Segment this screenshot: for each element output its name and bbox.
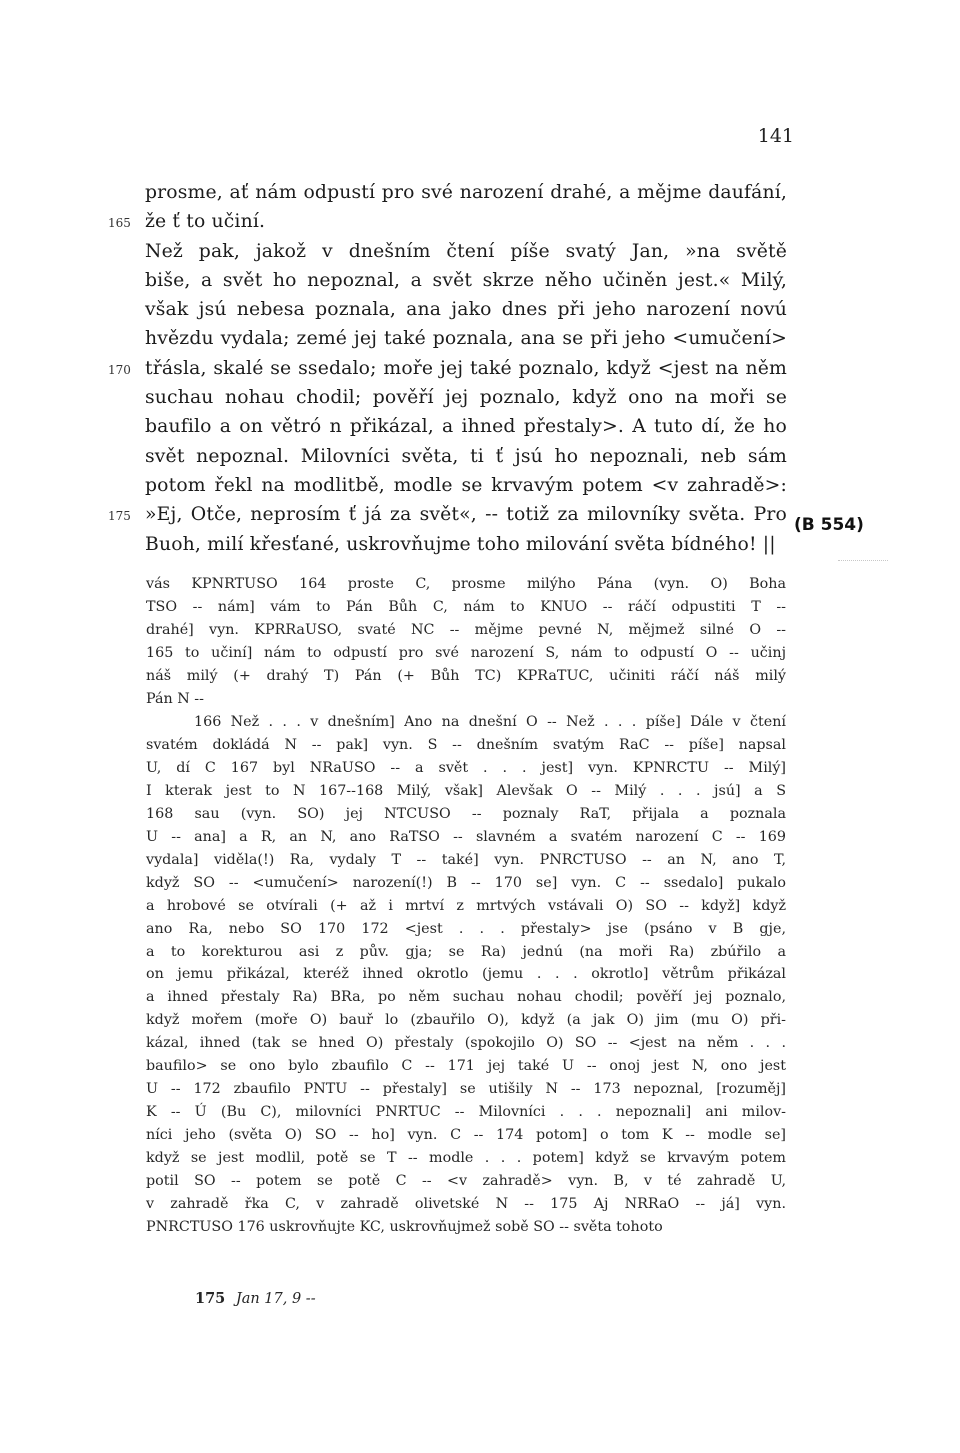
- main-text: [0, 178, 960, 559]
- apparatus-line: vás KPNRTUSO 164 proste C, prosme milýho Pána (vyn. O) Boha: [146, 576, 786, 592]
- apparatus-line: Pán N --: [146, 690, 204, 707]
- text-line: [0, 295, 960, 324]
- line-text: potom řekl na modlitbě, modle se krvavým potem <v zahradě>:: [145, 474, 787, 496]
- line-text: biše, a svět ho nepoznal, a svět skrze něho učiněn jest.« Milý,: [145, 269, 787, 291]
- line-text: baufilo a on větró n přikázal, a ihned přestaly>. A tuto dí, že ho: [145, 416, 787, 438]
- apparatus-line: TSO -- nám] vám to Pán Bůh C, nám to KNUO -- ráčí odpustiti T --: [146, 598, 786, 615]
- apparatus-line: baufilo> se ono bylo zbaufilo C -- 171 jej také U -- onoj jest N, ono jest: [146, 1058, 786, 1075]
- apparatus-line: potil SO -- potem se potě C -- <v zahradě> vyn. B, v té zahradě U,: [146, 1173, 786, 1190]
- line-text: však jsú nebesa poznala, ana jako dnes při jeho narození novú: [145, 299, 787, 321]
- text-line: [0, 178, 960, 207]
- line-text: Než pak, jakož v dnešním čtení píše svatý Jan, »na světě: [145, 240, 787, 262]
- apparatus-line: níci jeho (světa O) SO -- ho] vyn. C -- 174 potom] o tom K -- modle se]: [146, 1127, 786, 1144]
- line-number: 175: [108, 509, 131, 524]
- line-text: Buoh, milí křesťané, uskrovňujme toho milování světa bídného! ||: [145, 533, 776, 555]
- apparatus-line: a to korekturou asi z pův. gja; se Ra) jednú (na moři Ra) zbúřilo a: [146, 943, 786, 960]
- page-number: 141: [757, 125, 794, 147]
- text-line: [0, 207, 960, 236]
- text-line: [0, 471, 960, 500]
- footnote: [195, 1288, 316, 1310]
- line-number: 165: [108, 216, 131, 231]
- footnote-reference: Jan 17, 9 --: [235, 1291, 316, 1307]
- text-line: [0, 412, 960, 441]
- apparatus-line: když mořem (moře O) bauř lo (zbauřilo O), když (a jak O) jim (mu O) při-: [146, 1012, 786, 1029]
- apparatus-line: drahé] vyn. KPRRaUSO, svaté NC -- mějme pevné N, mějmež silné O --: [146, 621, 786, 638]
- apparatus-line: U -- 172 zbaufilo PNTU -- přestaly] se utišily N -- 173 nepoznal, [rozuměj]: [146, 1081, 786, 1098]
- apparatus-line: 168 sau (vyn. SO) jej NTCUSO -- poznaly RaT, přijala a poznala: [146, 805, 786, 822]
- line-text: »Ej, Otče, neprosím ť já za svět«, -- totiž za milovníky světa. Pro: [145, 504, 787, 526]
- apparatus-line: a ihned přestaly Ra) BRa, po něm suchau nohau chodil; pověří jej poznalo,: [146, 989, 786, 1006]
- apparatus-line: I kterak jest to N 167--168 Milý, však] Alevšak O -- Milý . . . jsú] a S: [146, 782, 786, 799]
- text-line: [0, 354, 960, 383]
- text-line: [0, 383, 960, 412]
- apparatus-line: U -- ana] a R, an N, ano RaTSO -- slavném a svatém narození C -- 169: [146, 828, 786, 845]
- apparatus-line: PNRCTUSO 176 uskrovňujte KC, uskrovňujmež sobě SO -- světa tohoto: [146, 1219, 663, 1236]
- apparatus-line: K -- Ú (Bu C), milovníci PNRTUC -- Milovníci . . . nepoznali] ani milov-: [146, 1104, 786, 1121]
- line-text: prosme, ať nám odpustí pro své narození drahé, a mějme daufání,: [145, 182, 787, 203]
- apparatus-line: a hrobové se otvírali (+ až i mrtví z mrtvých vstávali O) SO -- když] když: [146, 897, 786, 914]
- apparatus-line: svatém dokládá N -- pak] vyn. S -- dnešním svatým RaC -- píše] napsal: [146, 736, 786, 753]
- critical-apparatus: [146, 573, 786, 1239]
- line-text: svět nepoznal. Milovníci světa, ti ť jsú ho nepoznali, neb sám: [145, 445, 787, 467]
- line-number: 170: [108, 362, 131, 377]
- line-text: hvězdu vydala; zemé jej také poznala, ana se při jeho <umučení>: [145, 328, 787, 350]
- footnote-line-number: 175: [195, 1290, 226, 1307]
- text-line: [0, 442, 960, 471]
- apparatus-line: ano Ra, nebo SO 170 172 <jest . . . přestaly> jse (psáno v B gje,: [146, 920, 786, 937]
- text-line: [0, 266, 960, 295]
- apparatus-line: vydala] viděla(!) Ra, vydaly T -- také] vyn. PNRCTUSO -- an N, ano T,: [146, 851, 786, 868]
- text-line: [0, 237, 960, 266]
- bibliography-page-reference: (B 554): [794, 515, 864, 535]
- line-text: že ť to učiní.: [145, 211, 266, 233]
- apparatus-line: náš milý (+ drahý T) Pán (+ Bůh TC) KPRaTUC, učiniti ráčí náš milý: [146, 667, 786, 684]
- apparatus-line: on jemu přikázal, kteréž ihned okrotlo (jemu . . . okrotlo] větrům přikázal: [146, 966, 786, 983]
- apparatus-line: 166 Než . . . v dnešním] Ano na dnešní O -- Než . . . píše] Dále v čtení: [194, 713, 786, 730]
- line-text: suchau nohau chodil; pověří jej poznalo, když ono na moři se: [145, 387, 787, 409]
- text-line: [0, 324, 960, 353]
- apparatus-line: v zahradě řka C, v zahradě olivetské N -- 175 Aj NRRaO -- já] vyn.: [146, 1196, 786, 1213]
- apparatus-line: když se jest modlil, potě se T -- modle . . . potem] když se krvavým potem: [146, 1150, 786, 1167]
- apparatus-line: kázal, ihned (tak se hned O) přestaly (spokojilo O) SO -- <jest na něm . . .: [146, 1035, 786, 1052]
- section-separator: [838, 560, 888, 561]
- line-text: třásla, skalé se ssedalo; moře jej také poznalo, když <jest na něm: [145, 357, 787, 379]
- apparatus-line: 165 to učiní] nám to odpustí pro své narození S, nám to odpustí O -- učinj: [146, 644, 786, 661]
- apparatus-line: U, dí C 167 byl NRaUSO -- a svět . . . jest] vyn. KPNRCTU -- Milý]: [146, 759, 786, 776]
- apparatus-line: když SO -- <umučení> narození(!) B -- 170 se] vyn. C -- ssedalo] pukalo: [146, 874, 786, 891]
